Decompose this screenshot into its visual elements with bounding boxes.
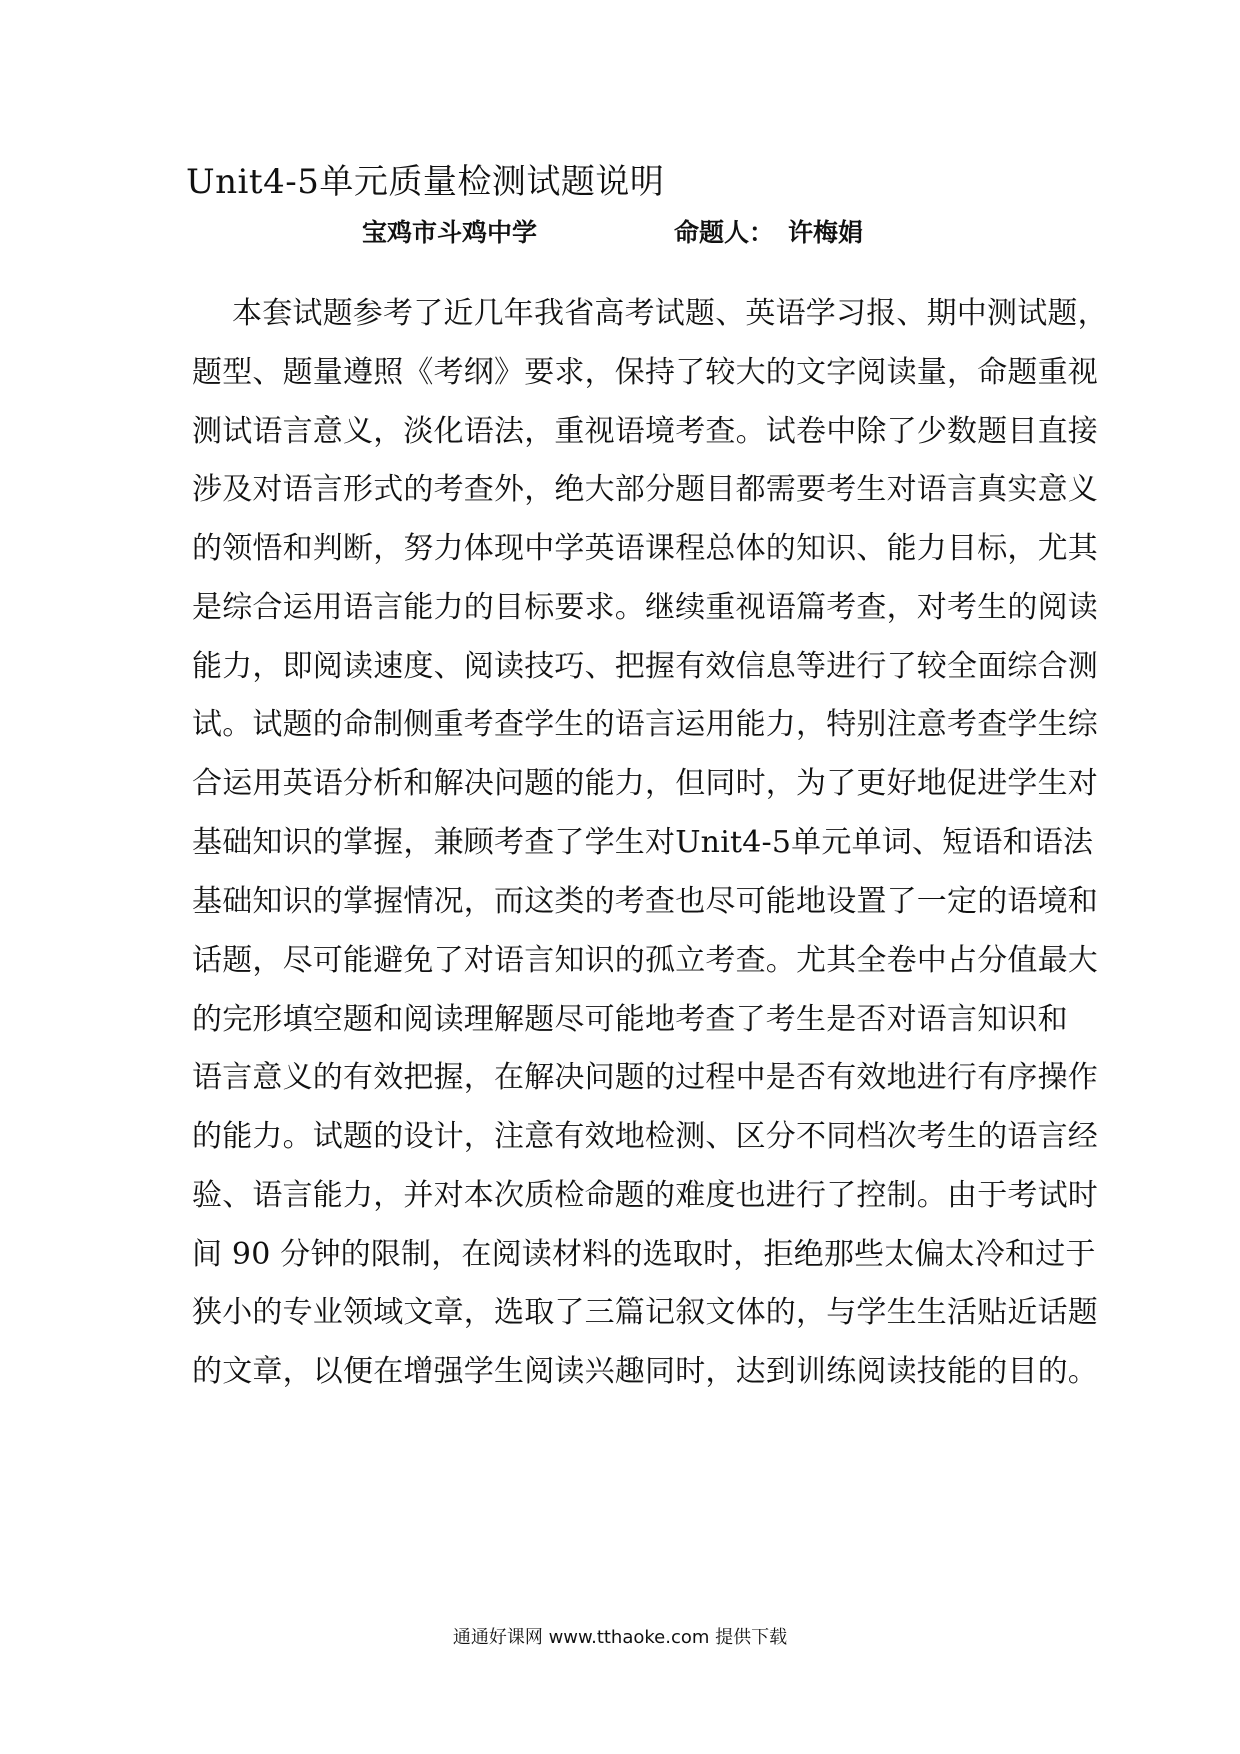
body-line-17: 间 90 分钟的限制，在阅读材料的选取时，拒绝那些太偏太冷和过于 — [192, 1237, 1096, 1272]
body-line-16: 验、语言能力，并对本次质检命题的难度也进行了控制。由于考试时 — [192, 1178, 1098, 1213]
body-line-12: 话题，尽可能避免了对语言知识的孤立考查。尤其全卷中占分值最大 — [192, 943, 1098, 978]
body-line-2: 题型、题量遵照《考纲》要求，保持了较大的文字阅读量，命题重视 — [192, 355, 1098, 390]
footer-note: 通通好课网 www.tthaoke.com 提供下载 — [452, 1627, 788, 1648]
body-line-5: 的领悟和判断，努力体现中学英语课程总体的知识、能力目标，尤其 — [192, 531, 1098, 566]
body-line-7: 能力，即阅读速度、阅读技巧、把握有效信息等进行了较全面综合测 — [192, 649, 1098, 684]
body-line-8: 试。试题的命制侧重考查学生的语言运用能力，特别注意考查学生综 — [192, 707, 1098, 742]
body-line-11: 基础知识的掌握情况，而这类的考查也尽可能地设置了一定的语境和 — [192, 884, 1098, 919]
author-name: 许梅娟 — [788, 218, 864, 247]
document-title: Unit4-5单元质量检测试题说明 — [186, 162, 665, 202]
body-line-4: 涉及对语言形式的考查外，绝大部分题目都需要考生对语言真实意义 — [192, 472, 1098, 507]
author-label: 命题人： — [674, 218, 775, 247]
body-line-18: 狭小的专业领域文章，选取了三篇记叙文体的，与学生生活贴近话题 — [192, 1295, 1098, 1330]
body-line-9: 合运用英语分析和解决问题的能力，但同时，为了更好地促进学生对 — [192, 766, 1098, 801]
body-line-19: 的文章，以便在增强学生阅读兴趣同时，达到训练阅读技能的目的。 — [192, 1354, 1098, 1389]
school-name: 宝鸡市斗鸡中学 — [362, 218, 538, 247]
body-line-3: 测试语言意义，淡化语法，重视语境考查。试卷中除了少数题目直接 — [192, 414, 1098, 449]
body-line-15: 的能力。试题的设计，注意有效地检测、区分不同档次考生的语言经 — [192, 1119, 1098, 1154]
body-line-1: 本套试题参考了近几年我省高考试题、英语学习报、期中测试题， — [232, 296, 1108, 331]
body-line-14: 语言意义的有效把握，在解决问题的过程中是否有效地进行有序操作 — [192, 1060, 1098, 1095]
body-line-6: 是综合运用语言能力的目标要求。继续重视语篇考查，对考生的阅读 — [192, 590, 1098, 625]
body-line-13: 的完形填空题和阅读理解题尽可能地考查了考生是否对语言知识和 — [192, 1002, 1068, 1037]
body-line-10: 基础知识的掌握，兼顾考查了学生对Unit4-5单元单词、短语和语法 — [192, 825, 1094, 860]
